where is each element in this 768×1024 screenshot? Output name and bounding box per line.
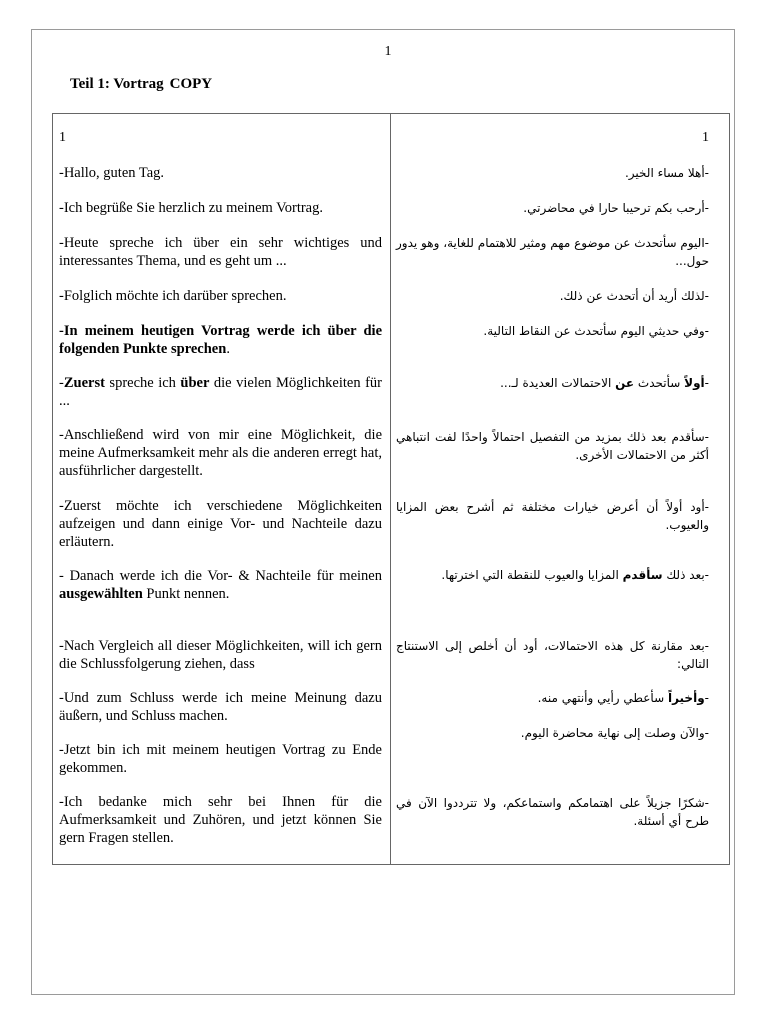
page-number: 1 [384, 44, 392, 59]
title-part: Teil 1: Vortrag [70, 76, 164, 92]
german-line: -In meinem heutigen Vortrag werde ich über die folgenden Punkte sprechen. [59, 323, 382, 357]
arabic-line: -سأقدم بعد ذلك بمزيد من التفصيل احتمالاً واحدًا لفت انتباهي أكثر من الاحتمالات الأخرى. [396, 430, 709, 462]
right-column-number: 1 [702, 130, 709, 145]
german-line: -Hallo, guten Tag. [59, 165, 165, 181]
arabic-line: -والآن وصلت إلى نهاية محاضرة اليوم. [520, 726, 709, 740]
german-line: -Ich bedanke mich sehr bei Ihnen für die Aufmerksamkeit und Zuhören, und jetzt können Sie gern Fragen stellen. [59, 794, 382, 846]
german-line: - Danach werde ich die Vor- & Nachteile für meinen ausgewählten Punkt nennen. [59, 568, 382, 602]
german-line: -Zuerst möchte ich verschiedene Möglichkeiten aufzeigen und dann einige Vor- und Nachteile dazu erläutern. [59, 498, 382, 550]
arabic-line: -لذلك أريد أن أتحدث عن ذلك. [559, 289, 709, 303]
arabic-line: -أهلا مساء الخير. [624, 166, 709, 180]
title-copy: COPY [169, 76, 213, 92]
arabic-line: -اليوم سأتحدث عن موضوع مهم ومثير للاهتمام للغاية، وهو يدور حول... [396, 236, 709, 268]
arabic-line: -شكرًا جزيلاً على اهتمامكم واستماعكم، ولا تترددوا الآن في طرح أي أسئلة. [396, 796, 709, 828]
german-line: -Folglich möchte ich darüber sprechen. [59, 288, 287, 304]
german-line: -Heute spreche ich über ein sehr wichtiges und interessantes Thema, und es geht um ... [59, 235, 382, 269]
german-line: -Anschließend wird von mir eine Möglichkeit, die meine Aufmerksamkeit mehr als die anderen erregt hat, ausführlicher dargestellt. [59, 427, 382, 479]
german-line: -Ich begrüße Sie herzlich zu meinem Vortrag. [59, 200, 323, 216]
german-line: -Nach Vergleich all dieser Möglichkeiten, will ich gern die Schlussfolgerung ziehen, dass [59, 638, 382, 672]
arabic-line: -أرحب بكم ترحيبا حارا في محاضرتي. [523, 201, 709, 215]
arabic-line: -وفي حديثي اليوم سأتحدث عن النقاط التالية. [483, 324, 709, 338]
german-bold-text: -In meinem heutigen Vortrag werde ich über die folgenden Punkte sprechen [59, 323, 382, 357]
german-line: -Und zum Schluss werde ich meine Meinung dazu äußern, und Schluss machen. [59, 690, 382, 724]
arabic-line: -أولاً سأتحدث عن الاحتمالات العديدة لـ... [500, 376, 709, 390]
document-title [70, 76, 212, 93]
arabic-line: -بعد ذلك سأقدم المزايا والعيوب للنقطة التي اخترتها. [441, 568, 709, 582]
column-divider [390, 114, 391, 864]
arabic-line: -وأخيراً سأعطي رأيي وأنتهي منه. [537, 691, 709, 705]
german-line: -Jetzt bin ich mit meinem heutigen Vortrag zu Ende gekommen. [59, 742, 382, 776]
arabic-line: -أود أولاً أن أعرض خيارات مختلفة ثم أشرح بعض المزايا والعيوب. [396, 500, 709, 532]
arabic-line: -بعد مقارنة كل هذه الاحتمالات، أود أن أخلص إلى الاستنتاج التالي: [396, 639, 709, 671]
german-line: -Zuerst spreche ich über die vielen Möglichkeiten für ... [59, 375, 382, 409]
left-column-number: 1 [59, 130, 66, 145]
